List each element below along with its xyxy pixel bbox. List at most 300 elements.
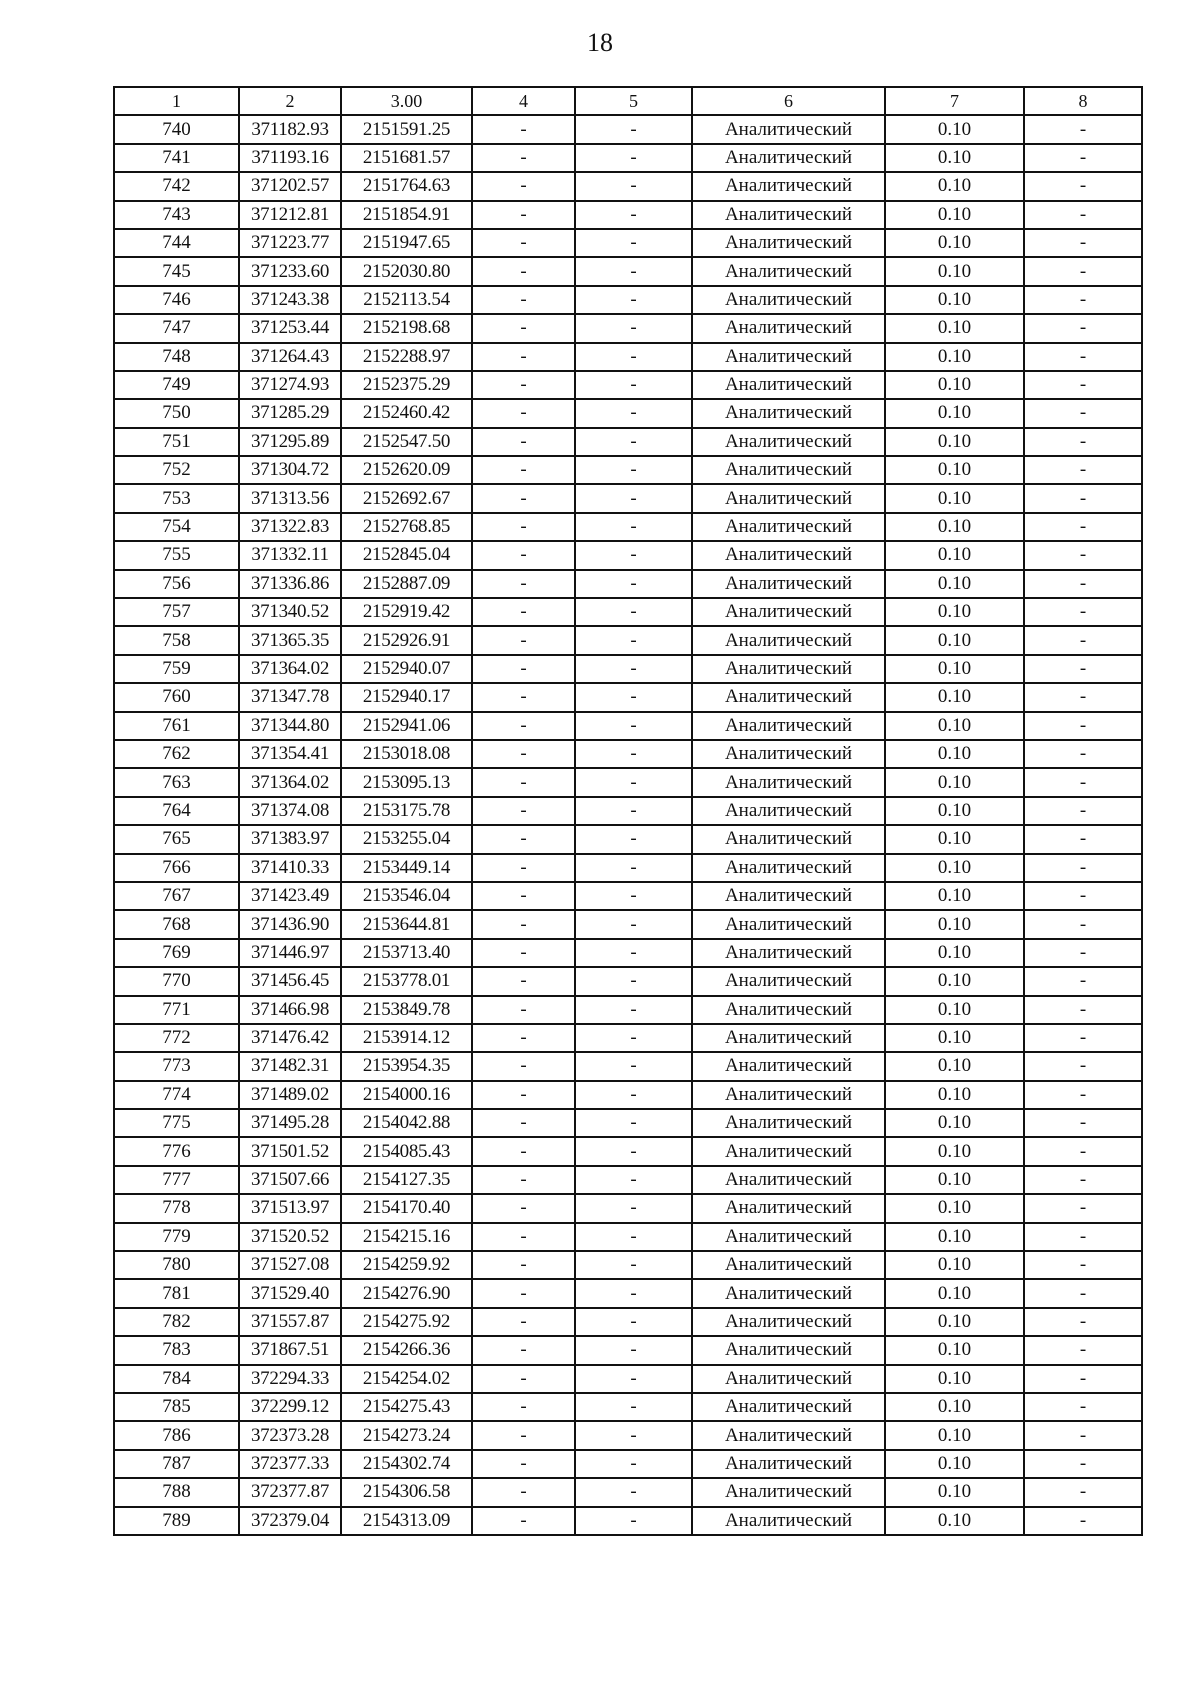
col4-cell: -	[472, 1365, 575, 1393]
page-number: 18	[587, 28, 613, 57]
method-cell: Аналитический	[692, 939, 885, 967]
col4-cell: -	[472, 768, 575, 796]
y-coordinate-cell: 2154127.35	[341, 1166, 472, 1194]
method-cell: Аналитический	[692, 768, 885, 796]
col8-cell: -	[1024, 882, 1142, 910]
col4-cell: -	[472, 371, 575, 399]
col5-cell: -	[575, 1194, 692, 1222]
col8-cell: -	[1024, 1421, 1142, 1449]
col5-cell: -	[575, 1137, 692, 1165]
col8-cell: -	[1024, 257, 1142, 285]
table-row	[114, 1109, 1142, 1137]
table-row	[114, 1365, 1142, 1393]
method-cell: Аналитический	[692, 1450, 885, 1478]
method-cell: Аналитический	[692, 1194, 885, 1222]
point-number-cell: 766	[114, 854, 239, 882]
accuracy-cell: 0.10	[885, 371, 1024, 399]
y-coordinate-cell: 2153713.40	[341, 939, 472, 967]
col4-cell: -	[472, 456, 575, 484]
col4-cell: -	[472, 1223, 575, 1251]
col5-cell: -	[575, 1336, 692, 1364]
point-number-cell: 772	[114, 1024, 239, 1052]
point-number-cell: 755	[114, 541, 239, 569]
method-cell: Аналитический	[692, 1478, 885, 1506]
y-coordinate-cell: 2154275.43	[341, 1393, 472, 1421]
table-row	[114, 712, 1142, 740]
table-row	[114, 229, 1142, 257]
x-coordinate-cell: 371489.02	[239, 1081, 341, 1109]
col5-cell: -	[575, 371, 692, 399]
table-row	[114, 1251, 1142, 1279]
col8-cell: -	[1024, 1109, 1142, 1137]
col8-cell: -	[1024, 1081, 1142, 1109]
col8-cell: -	[1024, 513, 1142, 541]
col4-cell: -	[472, 343, 575, 371]
table-row	[114, 570, 1142, 598]
x-coordinate-cell: 371446.97	[239, 939, 341, 967]
y-coordinate-cell: 2151854.91	[341, 201, 472, 229]
accuracy-cell: 0.10	[885, 570, 1024, 598]
table-row	[114, 683, 1142, 711]
accuracy-cell: 0.10	[885, 343, 1024, 371]
point-number-cell: 778	[114, 1194, 239, 1222]
table-row	[114, 1393, 1142, 1421]
accuracy-cell: 0.10	[885, 229, 1024, 257]
accuracy-cell: 0.10	[885, 456, 1024, 484]
method-cell: Аналитический	[692, 1336, 885, 1364]
col4-cell: -	[472, 1081, 575, 1109]
col5-cell: -	[575, 1365, 692, 1393]
table-row	[114, 910, 1142, 938]
accuracy-cell: 0.10	[885, 626, 1024, 654]
col8-cell: -	[1024, 825, 1142, 853]
method-cell: Аналитический	[692, 1251, 885, 1279]
accuracy-cell: 0.10	[885, 939, 1024, 967]
col8-cell: -	[1024, 1507, 1142, 1535]
point-number-cell: 788	[114, 1478, 239, 1506]
col4-cell: -	[472, 1478, 575, 1506]
x-coordinate-cell: 371182.93	[239, 115, 341, 143]
col8-cell: -	[1024, 1166, 1142, 1194]
point-number-cell: 771	[114, 996, 239, 1024]
point-number-cell: 740	[114, 115, 239, 143]
point-number-cell: 754	[114, 513, 239, 541]
col8-cell: -	[1024, 371, 1142, 399]
col8-cell: -	[1024, 286, 1142, 314]
col5-cell: -	[575, 399, 692, 427]
x-coordinate-cell: 371274.93	[239, 371, 341, 399]
col5-cell: -	[575, 1308, 692, 1336]
col5-cell: -	[575, 967, 692, 995]
point-number-cell: 759	[114, 655, 239, 683]
y-coordinate-cell: 2152940.07	[341, 655, 472, 683]
method-cell: Аналитический	[692, 484, 885, 512]
table-row	[114, 768, 1142, 796]
col5-cell: -	[575, 513, 692, 541]
y-coordinate-cell: 2154215.16	[341, 1223, 472, 1251]
accuracy-cell: 0.10	[885, 1137, 1024, 1165]
y-coordinate-cell: 2152620.09	[341, 456, 472, 484]
method-cell: Аналитический	[692, 257, 885, 285]
x-coordinate-cell: 371243.38	[239, 286, 341, 314]
col8-cell: -	[1024, 484, 1142, 512]
x-coordinate-cell: 371527.08	[239, 1251, 341, 1279]
table-row	[114, 371, 1142, 399]
y-coordinate-cell: 2151591.25	[341, 115, 472, 143]
table-row	[114, 1024, 1142, 1052]
table-row	[114, 1421, 1142, 1449]
y-coordinate-cell: 2153914.12	[341, 1024, 472, 1052]
column-header: 7	[885, 87, 1024, 115]
point-number-cell: 774	[114, 1081, 239, 1109]
column-header: 5	[575, 87, 692, 115]
y-coordinate-cell: 2153018.08	[341, 740, 472, 768]
x-coordinate-cell: 371557.87	[239, 1308, 341, 1336]
col4-cell: -	[472, 1308, 575, 1336]
y-coordinate-cell: 2154306.58	[341, 1478, 472, 1506]
y-coordinate-cell: 2151764.63	[341, 172, 472, 200]
column-header: 6	[692, 87, 885, 115]
method-cell: Аналитический	[692, 456, 885, 484]
accuracy-cell: 0.10	[885, 1308, 1024, 1336]
method-cell: Аналитический	[692, 1279, 885, 1307]
col4-cell: -	[472, 882, 575, 910]
y-coordinate-cell: 2152887.09	[341, 570, 472, 598]
col8-cell: -	[1024, 1478, 1142, 1506]
table-row	[114, 343, 1142, 371]
point-number-cell: 761	[114, 712, 239, 740]
col4-cell: -	[472, 428, 575, 456]
x-coordinate-cell: 371364.02	[239, 655, 341, 683]
x-coordinate-cell: 371340.52	[239, 598, 341, 626]
col5-cell: -	[575, 1450, 692, 1478]
y-coordinate-cell: 2151947.65	[341, 229, 472, 257]
table-row	[114, 541, 1142, 569]
col8-cell: -	[1024, 1223, 1142, 1251]
table-row	[114, 1166, 1142, 1194]
table-row	[114, 1308, 1142, 1336]
col5-cell: -	[575, 1421, 692, 1449]
col5-cell: -	[575, 541, 692, 569]
column-header: 2	[239, 87, 341, 115]
accuracy-cell: 0.10	[885, 683, 1024, 711]
method-cell: Аналитический	[692, 570, 885, 598]
y-coordinate-cell: 2153095.13	[341, 768, 472, 796]
col8-cell: -	[1024, 910, 1142, 938]
point-number-cell: 749	[114, 371, 239, 399]
col5-cell: -	[575, 626, 692, 654]
table-row	[114, 144, 1142, 172]
x-coordinate-cell: 371347.78	[239, 683, 341, 711]
col5-cell: -	[575, 1279, 692, 1307]
accuracy-cell: 0.10	[885, 1507, 1024, 1535]
accuracy-cell: 0.10	[885, 484, 1024, 512]
point-number-cell: 783	[114, 1336, 239, 1364]
col4-cell: -	[472, 712, 575, 740]
column-header: 3.00	[341, 87, 472, 115]
col4-cell: -	[472, 286, 575, 314]
table-row	[114, 626, 1142, 654]
method-cell: Аналитический	[692, 229, 885, 257]
method-cell: Аналитический	[692, 172, 885, 200]
method-cell: Аналитический	[692, 655, 885, 683]
col8-cell: -	[1024, 172, 1142, 200]
col5-cell: -	[575, 1507, 692, 1535]
point-number-cell: 764	[114, 797, 239, 825]
col8-cell: -	[1024, 996, 1142, 1024]
x-coordinate-cell: 371295.89	[239, 428, 341, 456]
accuracy-cell: 0.10	[885, 996, 1024, 1024]
point-number-cell: 779	[114, 1223, 239, 1251]
col4-cell: -	[472, 1109, 575, 1137]
y-coordinate-cell: 2152926.91	[341, 626, 472, 654]
accuracy-cell: 0.10	[885, 1194, 1024, 1222]
method-cell: Аналитический	[692, 712, 885, 740]
col8-cell: -	[1024, 939, 1142, 967]
method-cell: Аналитический	[692, 343, 885, 371]
table-row	[114, 1052, 1142, 1080]
col4-cell: -	[472, 996, 575, 1024]
y-coordinate-cell: 2154302.74	[341, 1450, 472, 1478]
col4-cell: -	[472, 967, 575, 995]
col4-cell: -	[472, 1251, 575, 1279]
col4-cell: -	[472, 1336, 575, 1364]
y-coordinate-cell: 2151681.57	[341, 144, 472, 172]
x-coordinate-cell: 372299.12	[239, 1393, 341, 1421]
point-number-cell: 745	[114, 257, 239, 285]
accuracy-cell: 0.10	[885, 144, 1024, 172]
point-number-cell: 781	[114, 1279, 239, 1307]
point-number-cell: 782	[114, 1308, 239, 1336]
x-coordinate-cell: 371322.83	[239, 513, 341, 541]
x-coordinate-cell: 371867.51	[239, 1336, 341, 1364]
col4-cell: -	[472, 1279, 575, 1307]
method-cell: Аналитический	[692, 1081, 885, 1109]
col5-cell: -	[575, 939, 692, 967]
col5-cell: -	[575, 996, 692, 1024]
accuracy-cell: 0.10	[885, 768, 1024, 796]
x-coordinate-cell: 371264.43	[239, 343, 341, 371]
accuracy-cell: 0.10	[885, 428, 1024, 456]
point-number-cell: 757	[114, 598, 239, 626]
col8-cell: -	[1024, 201, 1142, 229]
point-number-cell: 762	[114, 740, 239, 768]
x-coordinate-cell: 371223.77	[239, 229, 341, 257]
accuracy-cell: 0.10	[885, 1251, 1024, 1279]
col4-cell: -	[472, 939, 575, 967]
accuracy-cell: 0.10	[885, 1365, 1024, 1393]
y-coordinate-cell: 2152030.80	[341, 257, 472, 285]
point-number-cell: 767	[114, 882, 239, 910]
col4-cell: -	[472, 1166, 575, 1194]
accuracy-cell: 0.10	[885, 1024, 1024, 1052]
col5-cell: -	[575, 1166, 692, 1194]
x-coordinate-cell: 371423.49	[239, 882, 341, 910]
x-coordinate-cell: 371520.52	[239, 1223, 341, 1251]
col8-cell: -	[1024, 1393, 1142, 1421]
accuracy-cell: 0.10	[885, 1279, 1024, 1307]
col5-cell: -	[575, 257, 692, 285]
col4-cell: -	[472, 541, 575, 569]
col8-cell: -	[1024, 1052, 1142, 1080]
table-row	[114, 882, 1142, 910]
x-coordinate-cell: 371436.90	[239, 910, 341, 938]
col4-cell: -	[472, 257, 575, 285]
table-row	[114, 1507, 1142, 1535]
method-cell: Аналитический	[692, 541, 885, 569]
table-row	[114, 655, 1142, 683]
x-coordinate-cell: 372379.04	[239, 1507, 341, 1535]
method-cell: Аналитический	[692, 626, 885, 654]
table-row	[114, 456, 1142, 484]
accuracy-cell: 0.10	[885, 1166, 1024, 1194]
col5-cell: -	[575, 854, 692, 882]
accuracy-cell: 0.10	[885, 172, 1024, 200]
accuracy-cell: 0.10	[885, 286, 1024, 314]
y-coordinate-cell: 2154266.36	[341, 1336, 472, 1364]
table-row	[114, 825, 1142, 853]
col4-cell: -	[472, 740, 575, 768]
col5-cell: -	[575, 314, 692, 342]
x-coordinate-cell: 371253.44	[239, 314, 341, 342]
y-coordinate-cell: 2152547.50	[341, 428, 472, 456]
x-coordinate-cell: 371482.31	[239, 1052, 341, 1080]
point-number-cell: 742	[114, 172, 239, 200]
accuracy-cell: 0.10	[885, 399, 1024, 427]
col5-cell: -	[575, 910, 692, 938]
col5-cell: -	[575, 825, 692, 853]
col5-cell: -	[575, 115, 692, 143]
x-coordinate-cell: 371456.45	[239, 967, 341, 995]
table-row	[114, 1279, 1142, 1307]
col5-cell: -	[575, 286, 692, 314]
table-row	[114, 854, 1142, 882]
table-row	[114, 939, 1142, 967]
accuracy-cell: 0.10	[885, 201, 1024, 229]
column-header: 4	[472, 87, 575, 115]
y-coordinate-cell: 2153954.35	[341, 1052, 472, 1080]
x-coordinate-cell: 371466.98	[239, 996, 341, 1024]
col8-cell: -	[1024, 1308, 1142, 1336]
method-cell: Аналитический	[692, 683, 885, 711]
method-cell: Аналитический	[692, 144, 885, 172]
col8-cell: -	[1024, 428, 1142, 456]
col5-cell: -	[575, 201, 692, 229]
y-coordinate-cell: 2154275.92	[341, 1308, 472, 1336]
x-coordinate-cell: 371233.60	[239, 257, 341, 285]
x-coordinate-cell: 371285.29	[239, 399, 341, 427]
col8-cell: -	[1024, 740, 1142, 768]
y-coordinate-cell: 2154000.16	[341, 1081, 472, 1109]
col5-cell: -	[575, 683, 692, 711]
accuracy-cell: 0.10	[885, 825, 1024, 853]
x-coordinate-cell: 371501.52	[239, 1137, 341, 1165]
point-number-cell: 777	[114, 1166, 239, 1194]
col5-cell: -	[575, 1478, 692, 1506]
method-cell: Аналитический	[692, 201, 885, 229]
col8-cell: -	[1024, 854, 1142, 882]
y-coordinate-cell: 2152113.54	[341, 286, 472, 314]
col5-cell: -	[575, 229, 692, 257]
col4-cell: -	[472, 513, 575, 541]
col4-cell: -	[472, 626, 575, 654]
method-cell: Аналитический	[692, 428, 885, 456]
col5-cell: -	[575, 1052, 692, 1080]
accuracy-cell: 0.10	[885, 1223, 1024, 1251]
point-number-cell: 763	[114, 768, 239, 796]
x-coordinate-cell: 371304.72	[239, 456, 341, 484]
col8-cell: -	[1024, 314, 1142, 342]
col8-cell: -	[1024, 570, 1142, 598]
accuracy-cell: 0.10	[885, 1081, 1024, 1109]
col5-cell: -	[575, 144, 692, 172]
point-number-cell: 768	[114, 910, 239, 938]
col4-cell: -	[472, 314, 575, 342]
y-coordinate-cell: 2153778.01	[341, 967, 472, 995]
y-coordinate-cell: 2154254.02	[341, 1365, 472, 1393]
point-number-cell: 773	[114, 1052, 239, 1080]
col4-cell: -	[472, 1137, 575, 1165]
point-number-cell: 785	[114, 1393, 239, 1421]
point-number-cell: 787	[114, 1450, 239, 1478]
x-coordinate-cell: 372373.28	[239, 1421, 341, 1449]
x-coordinate-cell: 371193.16	[239, 144, 341, 172]
y-coordinate-cell: 2153175.78	[341, 797, 472, 825]
x-coordinate-cell: 371410.33	[239, 854, 341, 882]
col4-cell: -	[472, 1393, 575, 1421]
point-number-cell: 765	[114, 825, 239, 853]
col5-cell: -	[575, 1393, 692, 1421]
x-coordinate-cell: 371364.02	[239, 768, 341, 796]
table-row	[114, 1450, 1142, 1478]
accuracy-cell: 0.10	[885, 655, 1024, 683]
table-row	[114, 996, 1142, 1024]
accuracy-cell: 0.10	[885, 115, 1024, 143]
accuracy-cell: 0.10	[885, 1450, 1024, 1478]
col4-cell: -	[472, 1507, 575, 1535]
accuracy-cell: 0.10	[885, 314, 1024, 342]
point-number-cell: 741	[114, 144, 239, 172]
x-coordinate-cell: 371313.56	[239, 484, 341, 512]
x-coordinate-cell: 371332.11	[239, 541, 341, 569]
col5-cell: -	[575, 428, 692, 456]
col4-cell: -	[472, 115, 575, 143]
col8-cell: -	[1024, 541, 1142, 569]
col4-cell: -	[472, 570, 575, 598]
col8-cell: -	[1024, 144, 1142, 172]
table-row	[114, 172, 1142, 200]
method-cell: Аналитический	[692, 513, 885, 541]
col5-cell: -	[575, 484, 692, 512]
table-row	[114, 115, 1142, 143]
col4-cell: -	[472, 144, 575, 172]
method-cell: Аналитический	[692, 1137, 885, 1165]
x-coordinate-cell: 371336.86	[239, 570, 341, 598]
y-coordinate-cell: 2152288.97	[341, 343, 472, 371]
col8-cell: -	[1024, 655, 1142, 683]
col8-cell: -	[1024, 797, 1142, 825]
column-header: 1	[114, 87, 239, 115]
col4-cell: -	[472, 1024, 575, 1052]
method-cell: Аналитический	[692, 399, 885, 427]
point-number-cell: 751	[114, 428, 239, 456]
col4-cell: -	[472, 172, 575, 200]
accuracy-cell: 0.10	[885, 1421, 1024, 1449]
col4-cell: -	[472, 484, 575, 512]
point-number-cell: 743	[114, 201, 239, 229]
y-coordinate-cell: 2153849.78	[341, 996, 472, 1024]
col5-cell: -	[575, 1024, 692, 1052]
